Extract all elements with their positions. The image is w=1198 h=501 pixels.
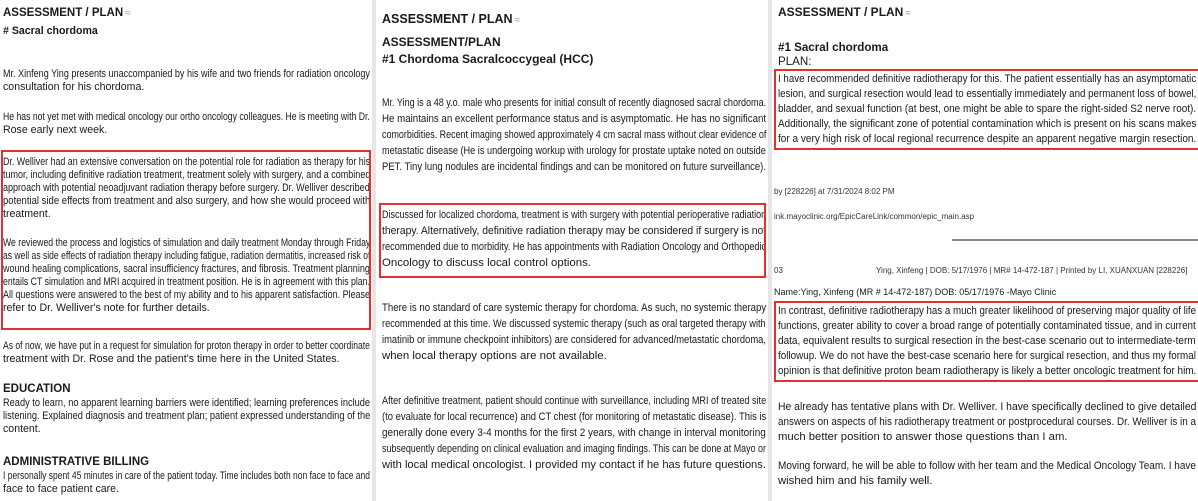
text-line: generally done every 3-4 months for the first 2 years, with change in interval monitoring [382, 427, 766, 439]
text-line: when local therapy options are not available. [382, 350, 607, 362]
text-line: potential side effects from treatment and also surgery, and how she would proceed with [3, 195, 371, 207]
collapse-chevron-icon[interactable]: ≈ [905, 8, 911, 19]
signature-line: by [228226] at 7/31/2024 8:02 PM [774, 187, 895, 196]
text-line: opinion is that definitive proton beam radiotherapy is likely a better oncologic treatment for him. [778, 365, 1197, 377]
text-line: All questions were answered to the best of my ability and to his apparent satisfaction. Please [3, 289, 370, 301]
text-line: Discussed for localized chordoma, treatment is with surgery with potential perioperative radiation [382, 209, 767, 221]
page-header: Ying, Xinfeng | DOB: 5/17/1976 | MR# 14-472-187 | Printed by LI, XUANXUAN [228226] [876, 266, 1188, 275]
note-panel-2 [376, 0, 768, 501]
text-line: Rose early next week. [3, 124, 108, 136]
note-panel-3 [772, 0, 1198, 501]
section-heading: ASSESSMENT / PLAN ≈ [382, 12, 521, 26]
text-line: There is no standard of care systemic therapy for chordoma. As such, no systemic therapy [382, 302, 767, 314]
text-line: therapy. Alternatively, definitive radiation therapy may be considered if surgery is not [382, 225, 767, 237]
text-line: Additionally, the significant zone of potential contamination which is present on his scans makes [778, 118, 1197, 130]
text-line: face to face patient care. [3, 483, 120, 495]
note-panel-1 [0, 0, 372, 501]
text-line: He has not yet met with medical oncology our ortho oncology colleagues. He is meeting with Dr. [3, 111, 370, 123]
text-line: followup. We do not have the best-case scenario here for surgical resection, and thus my formal [778, 350, 1196, 362]
diagnosis-title: # Sacral chordoma [3, 25, 98, 37]
text-line: functions, greater ability to cover a broad range of potentially contaminated tissue, and in current [778, 320, 1196, 332]
text-line: as well as side effects of radiation therapy including fatigue, radiation dermatitis, increased risk of [3, 250, 371, 262]
text-line: imatinib or immune checkpoint inhibitors) are considered for advanced/metastatic chordoma, [382, 334, 766, 346]
text-line: for a very high risk of local regional recurrence despite an apparent negative margin resection. [778, 133, 1197, 145]
text-line: answers on aspects of his radiotherapy treatment or postprocedural courses. Dr. Welliver is in a [778, 416, 1196, 428]
collapse-chevron-icon[interactable]: ≈ [514, 15, 521, 26]
text-line: lesion, and surgical resection would lead to essentially immediately and permanent loss of bowel, [778, 88, 1197, 100]
page-break [952, 239, 1198, 241]
section-heading: ASSESSMENT / PLAN ≈ [3, 7, 131, 19]
section-heading: ASSESSMENT / PLAN ≈ [778, 5, 911, 19]
text-line: tumor, including definitive radiation treatment, treatment solely with surgery, and a combined [3, 169, 371, 181]
text-line: recommended at this time. We discussed systemic therapy (such as oral targeted therapy with [382, 318, 766, 330]
text-line: consultation for his chordoma. [3, 81, 145, 93]
text-line: treatment. [3, 208, 51, 220]
text-line: Mr. Ying is a 48 y.o. male who presents for initial consult of recently diagnosed sacral chordoma. [382, 97, 767, 109]
page-link: ink.mayoclinic.org/EpicCareLink/common/epic_main.asp [774, 212, 975, 221]
text-line: Dr. Welliver had an extensive conversation on the potential role for radiation as therapy for his [3, 156, 371, 168]
highlight-box [379, 203, 766, 278]
text-line: data, equivalent results to surgical resection in the best-case scenario out to intermediate-term [778, 335, 1196, 347]
patient-name-line: Name:Ying, Xinfeng (MR # 14-472-187) DOB: 05/17/1976 -Mayo Clinic [774, 287, 1057, 297]
text-line: wished him and his family well. [778, 475, 933, 487]
text-line: listening. Explained diagnosis and treatment plan; patient expressed understanding of the [3, 410, 371, 422]
highlight-box [1, 150, 371, 330]
text-line: Ready to learn, no apparent learning barriers were identified; learning preferences include [3, 397, 371, 409]
text-line: recommended due to morbidity. He has appointments with Radiation Oncology and Orthopedic [382, 241, 767, 253]
text-line: (to evaluate for local recurrence) and CT chest (for monitoring of metastatic disease). This is [382, 411, 767, 423]
text-line: refer to Dr. Welliver's note for further details. [3, 302, 210, 314]
text-line: We reviewed the process and logistics of simulation and daily treatment Monday through Friday [3, 237, 371, 249]
text-line: wound healing complications, sacral insufficiency fractures, and fibrosis. Treatment planning [3, 263, 370, 275]
text-line: Oncology to discuss local control options. [382, 257, 591, 269]
text-line: As of now, we have put in a request for simulation for proton therapy in order to better coordinate [3, 340, 370, 352]
text-line: I have recommended definitive radiotherapy for this. The patient essentially has an asymptomatic [778, 73, 1197, 85]
text-line: with local medical oncologist. I provided my contact if he has future questions. [382, 459, 766, 471]
text-line: Mr. Xinfeng Ying presents unaccompanied by his wife and two friends for radiation oncology [3, 68, 370, 80]
education-heading: EDUCATION [3, 383, 71, 395]
plan-label: PLAN: [778, 55, 812, 68]
assessment-subheading: ASSESSMENT/PLAN [382, 35, 501, 49]
collapse-chevron-icon[interactable]: ≈ [125, 8, 131, 19]
text-line: I personally spent 45 minutes in care of the patient today. Time includes both non face to face and [3, 470, 370, 482]
text-line: PET. Tiny lung nodules are incidental findings and can be monitored on future surveillance). [382, 161, 766, 173]
text-line: After definitive treatment, patient should continue with surveillance, including MRI of treated site [382, 395, 767, 407]
text-line: He already has tentative plans with Dr. Welliver. I have specifically declined to give detailed [778, 401, 1197, 413]
text-line: subsequently depending on clinical evaluation and imaging findings. This can be done at Mayo or [382, 443, 766, 455]
text-line: Moving forward, he will be able to follow with her team and the Medical Oncology Team. I have [778, 460, 1197, 472]
text-line: content. [3, 423, 41, 435]
text-line: treatment with Dr. Rose and the patient's time here in the United States. [3, 353, 340, 365]
text-line: comorbidities. Recent imaging showed approximately 4 cm sacral mass without clear evidence of [382, 129, 767, 141]
highlight-box [774, 69, 1198, 150]
text-line: metastatic disease (He is undergoing workup with urology for prostate uptake noted on outside [382, 145, 766, 157]
text-line: approach with potential neoadjuvant radiation therapy before surgery. Dr. Welliver described [3, 182, 370, 194]
text-line: much better position to answer those questions than I am. [778, 431, 1068, 443]
problem-title: #1 Chordoma Sacralcoccygeal (HCC) [382, 52, 594, 66]
page-number: 03 [774, 266, 783, 275]
text-line: In contrast, definitive radiotherapy has a much greater likelihood of preserving major quality of life [778, 305, 1197, 317]
text-line: bladder, and sexual function (at best, one might be able to spare the right-sided S2 nerve root). [778, 103, 1197, 115]
highlight-box [774, 301, 1198, 382]
billing-heading: ADMINISTRATIVE BILLING [3, 456, 150, 468]
text-line: He maintains an excellent performance status and is asymptomatic. He has no significant [382, 113, 767, 125]
text-line: entails CT simulation and MRI acquired in treatment position. He is in agreement with this plan. [3, 276, 370, 288]
problem-title: #1 Sacral chordoma [778, 41, 889, 54]
